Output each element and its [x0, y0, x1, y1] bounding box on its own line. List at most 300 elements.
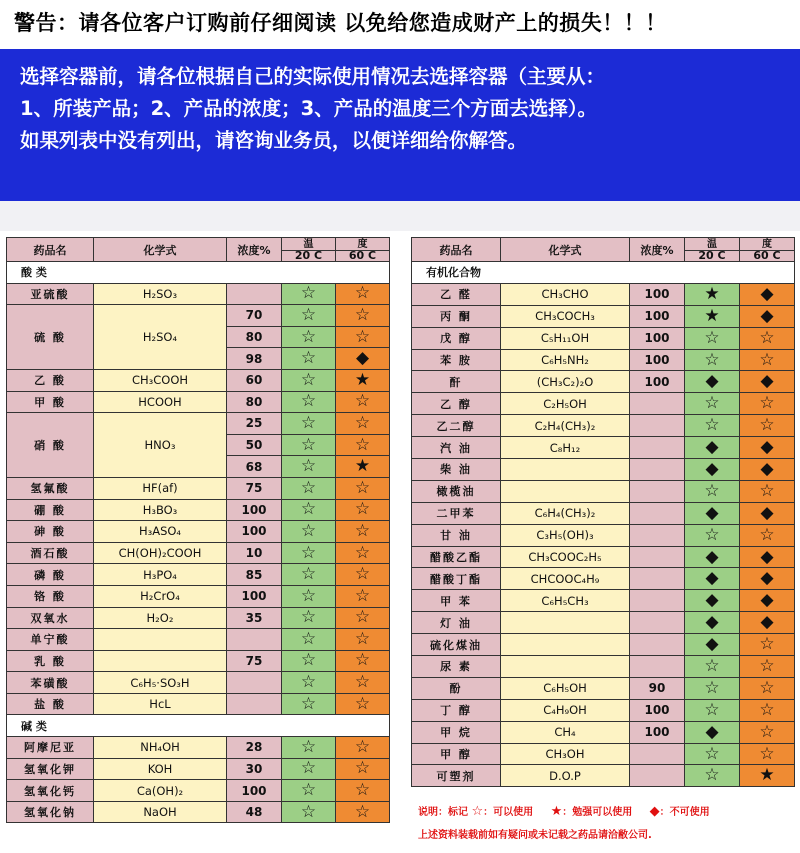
chemical-name: 汽 油 [412, 437, 501, 459]
concentration: 80 [227, 326, 282, 348]
rating-20c-star-outline-icon: ☆ [685, 415, 740, 437]
rating-20c-star-outline-icon: ☆ [685, 480, 740, 502]
chemical-formula [501, 612, 630, 634]
table-row [412, 459, 795, 481]
col-header-concentration: 浓度% [227, 238, 282, 262]
chemical-formula [94, 629, 227, 651]
rating-20c-star-outline-icon: ☆ [282, 542, 336, 564]
table-row [7, 564, 390, 586]
notice-panel [0, 49, 800, 201]
section-title: 碱 类 [7, 715, 390, 737]
chemical-formula: C₂H₄(CH₃)₂ [501, 415, 630, 437]
notice-line: 如果列表中没有列出，请咨询业务员，以便详细给你解答。 [20, 129, 528, 152]
chemical-formula: CHCOOC₄H₉ [501, 568, 630, 590]
rating-60c-star-outline-icon: ☆ [740, 721, 795, 743]
chemical-formula: C₃H₅(OH)₃ [501, 524, 630, 546]
chemical-name: 甲 烷 [412, 721, 501, 743]
section-title: 有机化合物 [412, 262, 795, 284]
chemical-name: 硼 酸 [7, 499, 94, 521]
concentration: 35 [227, 607, 282, 629]
chemical-formula: H₂CrO₄ [94, 585, 227, 607]
concentration [630, 415, 685, 437]
rating-60c-star-outline-icon: ☆ [336, 629, 390, 651]
table-row [412, 502, 795, 524]
organic-table [411, 237, 795, 787]
table-row [7, 650, 390, 672]
rating-20c-star-outline-icon: ☆ [282, 585, 336, 607]
chemical-formula: C₆H₅CH₃ [501, 590, 630, 612]
rating-20c-star-outline-icon: ☆ [685, 765, 740, 787]
rating-60c-star-outline-icon: ☆ [336, 607, 390, 629]
rating-60c-star-outline-icon: ☆ [740, 393, 795, 415]
chemical-name: 亚硫酸 [7, 283, 94, 305]
table-row [7, 413, 390, 435]
table-row [412, 437, 795, 459]
rating-60c-star-outline-icon: ☆ [336, 650, 390, 672]
rating-20c-diamond-icon: ◆ [685, 568, 740, 590]
chemical-name: 乙 醇 [412, 393, 501, 415]
concentration [227, 672, 282, 694]
concentration: 100 [227, 585, 282, 607]
chemical-name: 尿 素 [412, 656, 501, 678]
table-row [412, 656, 795, 678]
rating-20c-star-outline-icon: ☆ [685, 524, 740, 546]
concentration: 60 [227, 369, 282, 391]
rating-60c-star-outline-icon: ☆ [336, 672, 390, 694]
table-row [412, 568, 795, 590]
chemical-formula: CH(OH)₂COOH [94, 542, 227, 564]
concentration [227, 283, 282, 305]
rating-20c-star-filled-icon: ★ [685, 283, 740, 305]
chemical-name: 甲 苯 [412, 590, 501, 612]
chemical-name: 乳 酸 [7, 650, 94, 672]
concentration: 70 [227, 305, 282, 327]
table-row [7, 780, 390, 802]
rating-20c-star-outline-icon: ☆ [282, 672, 336, 694]
divider-strip [0, 201, 800, 231]
rating-20c-diamond-icon: ◆ [685, 612, 740, 634]
chemical-name: 丙 酮 [412, 305, 501, 327]
notice-line: 1、所装产品；2、产品的浓度；3、产品的温度三个方面去选择）。 [20, 97, 597, 120]
rating-20c-star-outline-icon: ☆ [282, 564, 336, 586]
rating-60c-star-outline-icon: ☆ [336, 693, 390, 715]
rating-20c-star-outline-icon: ☆ [685, 677, 740, 699]
diamond-icon: ◆ [649, 804, 660, 819]
rating-20c-star-outline-icon: ☆ [282, 456, 336, 478]
rating-60c-diamond-icon: ◆ [740, 568, 795, 590]
concentration: 80 [227, 391, 282, 413]
col-header-concentration: 浓度% [630, 238, 685, 262]
table-row [412, 590, 795, 612]
concentration [630, 524, 685, 546]
chemical-name: 砷 酸 [7, 521, 94, 543]
rating-60c-star-outline-icon: ☆ [740, 349, 795, 371]
chemical-formula: H₃ASO₄ [94, 521, 227, 543]
rating-60c-star-outline-icon: ☆ [336, 758, 390, 780]
rating-20c-star-outline-icon: ☆ [282, 521, 336, 543]
rating-20c-star-outline-icon: ☆ [282, 693, 336, 715]
chemical-formula: C₆H₅OH [501, 677, 630, 699]
chemical-name: 氢氧化钠 [7, 801, 94, 823]
table-row [412, 480, 795, 502]
chemical-name: 硫 酸 [7, 305, 94, 370]
chemical-name: 双氧水 [7, 607, 94, 629]
rating-20c-star-outline-icon: ☆ [685, 327, 740, 349]
rating-20c-star-outline-icon: ☆ [282, 434, 336, 456]
table-row [7, 801, 390, 823]
section-title: 酸 类 [7, 262, 390, 284]
chemical-name: 橄榄油 [412, 480, 501, 502]
rating-60c-star-outline-icon: ☆ [740, 524, 795, 546]
concentration: 50 [227, 434, 282, 456]
table-row [412, 612, 795, 634]
legend-footnote: 上述资料装载前如有疑问或未记载之药品请洽敝公司. [418, 830, 652, 841]
chemical-name: 醋酸乙酯 [412, 546, 501, 568]
rating-20c-diamond-icon: ◆ [685, 590, 740, 612]
rating-20c-diamond-icon: ◆ [685, 371, 740, 393]
chemical-name: 戊 醇 [412, 327, 501, 349]
col-header-temp-60: 度 60 C [740, 238, 795, 262]
chemical-formula: H₂O₂ [94, 607, 227, 629]
rating-20c-star-outline-icon: ☆ [282, 283, 336, 305]
col-header-formula: 化学式 [94, 238, 227, 262]
table-row [7, 607, 390, 629]
chemical-name: 盐 酸 [7, 693, 94, 715]
chemical-name: 苯 胺 [412, 349, 501, 371]
concentration: 100 [630, 327, 685, 349]
rating-60c-diamond-icon: ◆ [740, 437, 795, 459]
chemical-formula: KOH [94, 758, 227, 780]
rating-60c-star-outline-icon: ☆ [740, 415, 795, 437]
rating-20c-star-outline-icon: ☆ [685, 656, 740, 678]
table-row [412, 349, 795, 371]
chemical-name: 氢氧化钾 [7, 758, 94, 780]
concentration: 68 [227, 456, 282, 478]
rating-20c-star-outline-icon: ☆ [282, 737, 336, 759]
concentration: 100 [630, 283, 685, 305]
chemical-name: 硫化煤油 [412, 634, 501, 656]
table-row [7, 477, 390, 499]
concentration: 90 [630, 677, 685, 699]
rating-60c-star-outline-icon: ☆ [336, 801, 390, 823]
rating-60c-diamond-icon: ◆ [740, 546, 795, 568]
rating-60c-star-outline-icon: ☆ [740, 480, 795, 502]
rating-20c-star-outline-icon: ☆ [282, 780, 336, 802]
concentration: 10 [227, 542, 282, 564]
rating-20c-star-outline-icon: ☆ [282, 758, 336, 780]
chemical-name: 氢氟酸 [7, 477, 94, 499]
rating-20c-diamond-icon: ◆ [685, 502, 740, 524]
table-row [7, 542, 390, 564]
chemical-formula: H₃PO₄ [94, 564, 227, 586]
section-header-row [7, 715, 390, 737]
concentration [227, 629, 282, 651]
legend-symbols: 说明：标记 ☆：可以使用 ★：勉强可以使用 ◆：不可使用 [418, 804, 710, 819]
chemical-formula: HcL [94, 693, 227, 715]
table-row [7, 693, 390, 715]
rating-60c-star-outline-icon: ☆ [336, 737, 390, 759]
table-row [412, 283, 795, 305]
concentration [630, 459, 685, 481]
chemical-name: 硝 酸 [7, 413, 94, 478]
star-outline-icon: ☆ [471, 804, 484, 819]
concentration: 75 [227, 650, 282, 672]
chemical-formula: HF(af) [94, 477, 227, 499]
table-row [412, 743, 795, 765]
concentration [630, 656, 685, 678]
table-row [412, 677, 795, 699]
table-row [412, 415, 795, 437]
rating-60c-star-outline-icon: ☆ [336, 391, 390, 413]
table-row [7, 585, 390, 607]
chemical-formula: NaOH [94, 801, 227, 823]
rating-60c-diamond-icon: ◆ [740, 502, 795, 524]
concentration [630, 568, 685, 590]
rating-60c-star-outline-icon: ☆ [336, 780, 390, 802]
concentration [630, 765, 685, 787]
table-row [7, 369, 390, 391]
chemical-formula: C₆H₅·SO₃H [94, 672, 227, 694]
concentration: 48 [227, 801, 282, 823]
concentration [630, 590, 685, 612]
col-header-formula: 化学式 [501, 238, 630, 262]
chemical-formula [501, 656, 630, 678]
rating-20c-star-outline-icon: ☆ [282, 801, 336, 823]
rating-60c-star-outline-icon: ☆ [336, 477, 390, 499]
rating-60c-star-outline-icon: ☆ [740, 634, 795, 656]
rating-60c-star-filled-icon: ★ [336, 369, 390, 391]
table-row [7, 499, 390, 521]
table-row [412, 371, 795, 393]
notice-line: 选择容器前，请各位根据自己的实际使用情况去选择容器（主要从： [20, 65, 606, 88]
table-row [412, 699, 795, 721]
rating-60c-star-outline-icon: ☆ [740, 677, 795, 699]
rating-20c-star-outline-icon: ☆ [282, 369, 336, 391]
chemical-name: 单宁酸 [7, 629, 94, 651]
chemical-formula [501, 634, 630, 656]
rating-60c-star-outline-icon: ☆ [336, 283, 390, 305]
chemical-formula: D.O.P [501, 765, 630, 787]
rating-20c-star-outline-icon: ☆ [685, 349, 740, 371]
chemical-formula: CH₃CHO [501, 283, 630, 305]
table-row [7, 737, 390, 759]
concentration: 100 [630, 305, 685, 327]
section-header-row [412, 262, 795, 284]
rating-20c-diamond-icon: ◆ [685, 546, 740, 568]
table-row [412, 524, 795, 546]
col-header-temp-20: 温 20 C [282, 238, 336, 262]
rating-20c-star-outline-icon: ☆ [685, 743, 740, 765]
concentration: 25 [227, 413, 282, 435]
chemical-formula: C₂H₅OH [501, 393, 630, 415]
table-row [7, 521, 390, 543]
chemical-formula: C₆H₅NH₂ [501, 349, 630, 371]
rating-20c-star-outline-icon: ☆ [282, 477, 336, 499]
chemical-name: 醋酸丁酯 [412, 568, 501, 590]
concentration [630, 612, 685, 634]
concentration [630, 546, 685, 568]
chemical-name: 丁 醇 [412, 699, 501, 721]
concentration: 28 [227, 737, 282, 759]
chemical-formula: CH₃COCH₃ [501, 305, 630, 327]
chemical-formula [94, 650, 227, 672]
rating-20c-diamond-icon: ◆ [685, 437, 740, 459]
rating-60c-diamond-icon: ◆ [740, 283, 795, 305]
chemical-name: 乙 醛 [412, 283, 501, 305]
chemical-name: 乙 酸 [7, 369, 94, 391]
chemical-name: 灯 油 [412, 612, 501, 634]
table-row [7, 629, 390, 651]
rating-20c-star-outline-icon: ☆ [282, 629, 336, 651]
rating-20c-star-outline-icon: ☆ [282, 650, 336, 672]
table-row [7, 283, 390, 305]
chemical-formula: C₄H₉OH [501, 699, 630, 721]
rating-60c-star-outline-icon: ☆ [336, 564, 390, 586]
rating-60c-diamond-icon: ◆ [740, 612, 795, 634]
chemical-formula: HNO₃ [94, 413, 227, 478]
chemical-formula [501, 459, 630, 481]
rating-60c-star-outline-icon: ☆ [336, 542, 390, 564]
chemical-name: 磷 酸 [7, 564, 94, 586]
concentration: 100 [227, 521, 282, 543]
rating-60c-star-outline-icon: ☆ [740, 743, 795, 765]
rating-20c-star-outline-icon: ☆ [282, 348, 336, 370]
chemical-formula: CH₄ [501, 721, 630, 743]
chemical-formula: H₂SO₃ [94, 283, 227, 305]
table-row [412, 721, 795, 743]
rating-60c-star-filled-icon: ★ [740, 765, 795, 787]
concentration [227, 693, 282, 715]
concentration: 98 [227, 348, 282, 370]
chemical-formula: CH₃OH [501, 743, 630, 765]
chemical-formula: (CH₃C₂)₂O [501, 371, 630, 393]
chemical-name: 酐 [412, 371, 501, 393]
star-filled-icon: ★ [550, 804, 563, 819]
chemical-formula: C₆H₄(CH₃)₂ [501, 502, 630, 524]
chemical-formula [501, 480, 630, 502]
chemical-name: 酒石酸 [7, 542, 94, 564]
col-header-name: 药品名 [7, 238, 94, 262]
rating-20c-star-outline-icon: ☆ [282, 413, 336, 435]
col-header-temp-20: 温 20 C [685, 238, 740, 262]
rating-60c-star-outline-icon: ☆ [336, 585, 390, 607]
chemical-name: 氢氧化钙 [7, 780, 94, 802]
rating-60c-diamond-icon: ◆ [740, 371, 795, 393]
concentration: 100 [630, 349, 685, 371]
concentration [630, 743, 685, 765]
rating-20c-diamond-icon: ◆ [685, 721, 740, 743]
chemical-name: 甲 酸 [7, 391, 94, 413]
chemical-formula: CH₃COOH [94, 369, 227, 391]
concentration [630, 502, 685, 524]
concentration: 100 [227, 499, 282, 521]
rating-60c-diamond-icon: ◆ [740, 590, 795, 612]
rating-60c-star-outline-icon: ☆ [336, 499, 390, 521]
rating-20c-star-outline-icon: ☆ [282, 326, 336, 348]
concentration: 100 [227, 780, 282, 802]
chemical-formula: C₈H₁₂ [501, 437, 630, 459]
warning-banner: 警告：请各位客户订购前仔细阅读 以免给您造成财产上的损失！！！ [0, 0, 800, 46]
concentration: 30 [227, 758, 282, 780]
chemical-name: 乙二醇 [412, 415, 501, 437]
rating-20c-star-outline-icon: ☆ [282, 607, 336, 629]
chemical-name: 阿摩尼亚 [7, 737, 94, 759]
rating-60c-star-outline-icon: ☆ [740, 656, 795, 678]
rating-60c-diamond-icon: ◆ [740, 305, 795, 327]
chemical-name: 甘 油 [412, 524, 501, 546]
chemical-name: 可塑剂 [412, 765, 501, 787]
chemical-formula: H₂SO₄ [94, 305, 227, 370]
acid-base-table [6, 237, 390, 823]
rating-60c-star-filled-icon: ★ [336, 456, 390, 478]
rating-60c-diamond-icon: ◆ [740, 459, 795, 481]
table-row [412, 546, 795, 568]
chemical-name: 铬 酸 [7, 585, 94, 607]
rating-20c-diamond-icon: ◆ [685, 459, 740, 481]
concentration: 100 [630, 699, 685, 721]
concentration [630, 437, 685, 459]
rating-60c-star-outline-icon: ☆ [336, 305, 390, 327]
rating-60c-star-outline-icon: ☆ [740, 327, 795, 349]
legend [418, 803, 790, 841]
rating-60c-star-outline-icon: ☆ [336, 521, 390, 543]
rating-20c-star-outline-icon: ☆ [685, 699, 740, 721]
rating-20c-star-filled-icon: ★ [685, 305, 740, 327]
table-row [412, 327, 795, 349]
chemical-formula: C₅H₁₁OH [501, 327, 630, 349]
rating-20c-star-outline-icon: ☆ [685, 393, 740, 415]
table-row [7, 305, 390, 327]
chemical-name: 苯磺酸 [7, 672, 94, 694]
table-row [412, 305, 795, 327]
rating-20c-diamond-icon: ◆ [685, 634, 740, 656]
chemical-formula: H₃BO₃ [94, 499, 227, 521]
concentration: 100 [630, 371, 685, 393]
col-header-temp-60: 度 60 C [336, 238, 390, 262]
table-row [7, 672, 390, 694]
rating-20c-star-outline-icon: ☆ [282, 391, 336, 413]
chemical-formula: CH₃COOC₂H₅ [501, 546, 630, 568]
rating-60c-star-outline-icon: ☆ [336, 326, 390, 348]
chemical-formula: NH₄OH [94, 737, 227, 759]
rating-60c-star-outline-icon: ☆ [336, 413, 390, 435]
concentration: 85 [227, 564, 282, 586]
rating-20c-star-outline-icon: ☆ [282, 499, 336, 521]
concentration [630, 480, 685, 502]
rating-60c-star-outline-icon: ☆ [336, 434, 390, 456]
rating-20c-star-outline-icon: ☆ [282, 305, 336, 327]
chemical-name: 甲 醇 [412, 743, 501, 765]
chemical-formula: HCOOH [94, 391, 227, 413]
table-row [412, 765, 795, 787]
table-row [7, 391, 390, 413]
chemical-name: 酚 [412, 677, 501, 699]
table-row [412, 634, 795, 656]
concentration: 100 [630, 721, 685, 743]
table-row [412, 393, 795, 415]
section-header-row [7, 262, 390, 284]
chemical-name: 二甲苯 [412, 502, 501, 524]
concentration [630, 393, 685, 415]
chemical-formula: Ca(OH)₂ [94, 780, 227, 802]
chemical-name: 柴 油 [412, 459, 501, 481]
rating-60c-star-outline-icon: ☆ [740, 699, 795, 721]
table-row [7, 758, 390, 780]
concentration: 75 [227, 477, 282, 499]
rating-60c-diamond-icon: ◆ [336, 348, 390, 370]
col-header-name: 药品名 [412, 238, 501, 262]
concentration [630, 634, 685, 656]
